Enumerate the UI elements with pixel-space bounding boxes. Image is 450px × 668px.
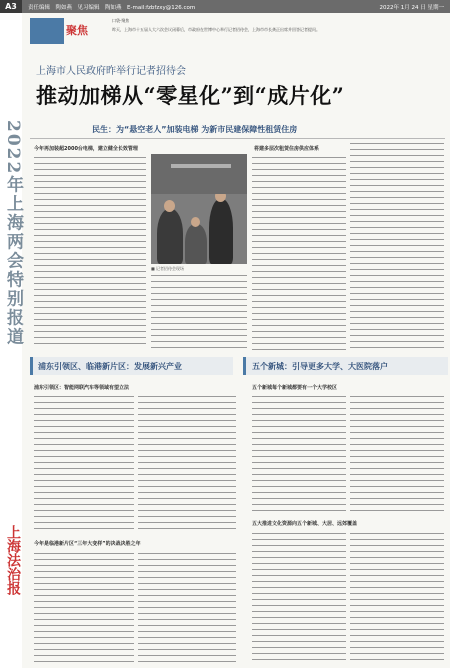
sidebar-newspaper-logo: 上海法治报 bbox=[5, 525, 21, 595]
article-column-7 bbox=[252, 393, 346, 513]
article-column-4 bbox=[350, 140, 444, 350]
section-header-4: 五个新城每个新城都要有一个大学校区 bbox=[252, 385, 338, 391]
section-header-3: 浦东引领区：智能网联汽车等领域有望立法 bbox=[34, 385, 130, 391]
article-column-9 bbox=[34, 550, 134, 662]
article-column-12 bbox=[350, 530, 444, 662]
column-intro: 昨天，上海市十五届人大六次会议闭幕后，市政府在世博中心举行记者招待会，上海市市长龚正出席并回答记者提问。 bbox=[112, 27, 320, 32]
header-date: 2022年 1月 24 日 星期一 bbox=[379, 4, 444, 11]
article-column-8 bbox=[350, 393, 444, 513]
column-badge-text: 口袋·聚焦 bbox=[112, 18, 130, 23]
section-header-6: 五大推进文化资源向五个新城、大居、远郊覆盖 bbox=[252, 521, 358, 527]
press-conference-photo bbox=[151, 154, 247, 264]
section-header-2: 将建多层次租赁住房供应体系 bbox=[254, 146, 320, 152]
article-column-5 bbox=[34, 393, 134, 533]
section-header-5: 今年是临港新片区“三年大变样”的决战决胜之年 bbox=[34, 541, 141, 547]
headline-rule bbox=[30, 138, 445, 139]
article-column-6 bbox=[138, 393, 236, 533]
article-column-3 bbox=[252, 154, 346, 350]
article-column-10 bbox=[138, 550, 236, 662]
headline-kicker: 上海市人民政府昨举行记者招待会 bbox=[36, 66, 186, 77]
band-1-title: 浦东引领区、临港新片区：发展新兴产业 bbox=[38, 362, 182, 371]
page-header-bar bbox=[0, 0, 450, 13]
column-badge-label: 聚焦 bbox=[66, 24, 88, 37]
article-column-11 bbox=[252, 530, 346, 662]
band-2-title: 五个新城：引导更多大学、大医院落户 bbox=[252, 362, 388, 371]
photo-caption: ■ 记者招待会现场 bbox=[151, 266, 185, 271]
article-column-1 bbox=[34, 154, 146, 349]
sidebar-vertical-title: 2022年上海两会特别报道 bbox=[3, 120, 23, 347]
article-column-2 bbox=[151, 272, 247, 350]
page-number: A3 bbox=[0, 0, 22, 13]
section-header-1: 今年再加装超2000台电梯，建立健全长效管理 bbox=[34, 146, 138, 152]
headline-sub: 民生：为“悬空老人”加装电梯 为新市民建保障性租赁住房 bbox=[92, 125, 298, 134]
column-badge-box bbox=[30, 18, 64, 44]
headline-main: 推动加梯从“零星化”到“成片化” bbox=[36, 83, 345, 108]
header-editor-info: 责任编辑 陶如燕 见习编辑 陶如燕 E-mail:fzbfzxy@126.com bbox=[28, 4, 196, 11]
